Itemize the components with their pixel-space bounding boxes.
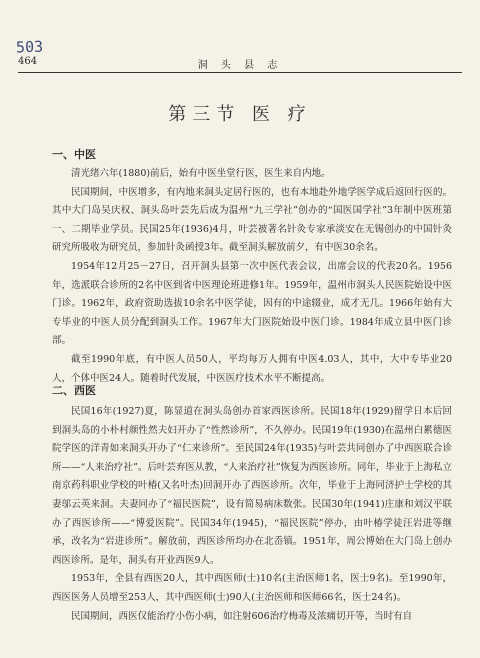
paragraph: 民国16年(1927)夏，陈显道在洞头岛创办首家西医诊所。民国18年(1929)留学日本后回到洞头岛的小朴村颜性然夫妇开办了“性然诊所”，不久停办。民国19年(1930)在温州白累德医院学医的洋青如来洞头开办了“仁来诊所”。至民国24年(1935)与叶芸共同创办了中西医联合诊所——“人来治疗社”。后叶芸弃医从教，“人来治疗社”恢复为西医诊所。同年，毕业于上海私立南京药科职业学校的叶椿(又名叶杰)回洞开办了西医诊所。次年，毕业于上海同济护士学校的其妻邬云英来洞。夫妻同办了“福民医院”，设有简易病床数张。民国30年(1941)庄康和刘汉平联办了西医诊所——“博爱医院”。民国34年(1945)，“福民医院”停办，由叶椿学徒汪岩进等继承，改名为“岩进诊所”。解放前，西医诊所均办在北岙镇。1951年，周公博始在大门岛上创办西医诊所。是年，洞头有开业西医9人。 [52, 406, 452, 566]
book-title: 洞 头 县 志 [197, 60, 283, 71]
paragraph: 清光绪六年(1880)前后，始有中医坐堂行医，医生来自内地。 [71, 168, 331, 179]
page-header [18, 48, 462, 70]
paragraph: 截至1990年底，有中医人员50人，平均每万人拥有中医4.03人，其中，大中专毕业20人，个体中医24人。随着时代发展，中医医疗技术水平不断提高。 [52, 353, 452, 384]
paragraph: 1953年，全县有西医20人，其中西医师(士)10名(主治医师1名，医士9名)。至1990年，西医医务人员增至253人，其中西医师(士)90人(主治医师和医师66名，医士24名)。 [52, 573, 452, 603]
page-number: 464 [18, 56, 38, 67]
subsection-heading-western-medicine: 二、西医 [52, 384, 96, 397]
subsection-body-western-medicine [52, 403, 452, 626]
handwritten-page-note: 503 [15, 37, 44, 57]
subsection-body-chinese-medicine [52, 165, 452, 388]
header-rule [18, 72, 462, 73]
paragraph: 1954年12月25－27日，召开洞头县第一次中医代表会议，出席会议的代表20名。1956年，选派联合诊所的2名中医到省中医理论班进修1年。1959年，温州市洞头人民医院始设中医门诊。1962年，政府资助选拔10余名中医学徒，因有的中途辍业，成才无几。1966年始有大专毕业的中医人员分配到洞头工作。1967年大门医院始设中医门诊。1984年成立县中医门诊部。 [52, 260, 452, 347]
section-title: 第三节 医 疗 [168, 104, 312, 125]
subsection-heading-chinese-medicine: 一、中医 [52, 148, 96, 161]
paragraph: 民国期间，中医增多，有内地来洞头定居行医的，也有本地赴外地学医学成后返回行医的。其中大门岛吴庆权、洞头岛叶芸先后成为温州“九三学社”创办的“国医国学社”3年制中医班第一、二期毕业学员。民国25年(1936)4月，叶芸被著名针灸专家承淡安在无锡创办的中国针灸研究所吸收为研究员，参加针灸函授3年。截至洞头解放前夕，有中医30余名。 [52, 186, 452, 254]
paragraph: 民国期间，西医仅能治疗小伤小病，如注射606治疗梅毒及浓痛切开等，当时有自 [71, 610, 413, 622]
